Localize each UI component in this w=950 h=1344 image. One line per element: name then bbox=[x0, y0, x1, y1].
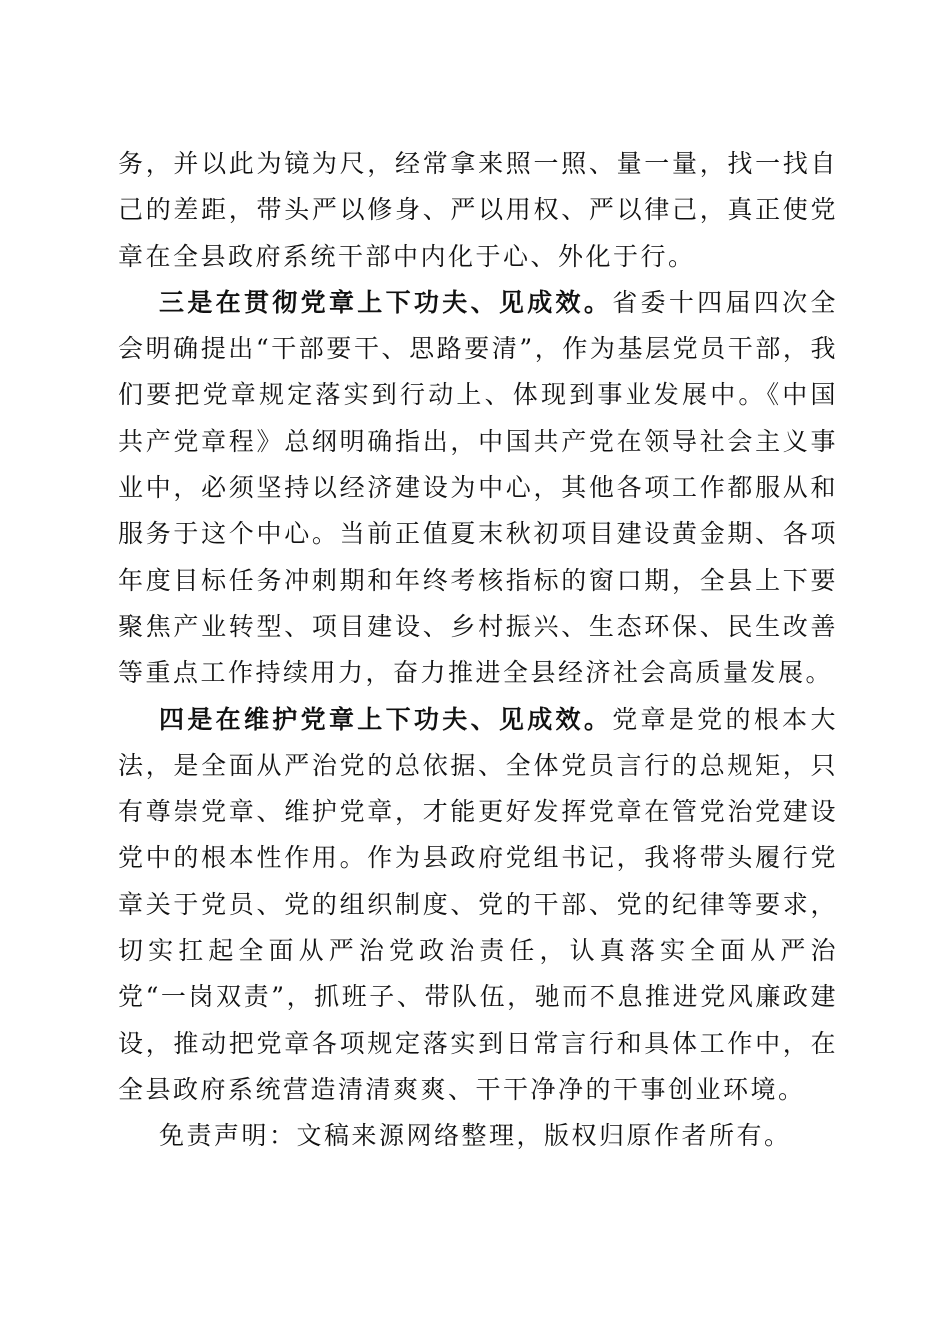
paragraph-continuation bbox=[118, 141, 838, 280]
paragraph-lead-heading: 三是在贯彻党章上下功夫、见成效。 bbox=[159, 287, 613, 317]
disclaimer-note: 免责声明：文稿来源网络整理，版权归原作者所有。 bbox=[159, 1121, 792, 1151]
paragraph-lead-heading: 四是在维护党章上下功夫、见成效。 bbox=[159, 704, 613, 734]
document-body bbox=[118, 141, 838, 1160]
paragraph-text: 省委十四届四次全会明确提出“干部要干、思路要清”，作为基层党员干部，我们要把党章规定落实到行动上、体现到事业发展中。《中国共产党章程》总纲明确指出，中国共产党在领导社会主义事业中，必须坚持以经济建设为中心，其他各项工作都服从和服务于这个中心。当前正值夏末秋初项目建设黄金期、各项年度目标任务冲刺期和年终考核指标的窗口期，全县上下要聚焦产业转型、项目建设、乡村振兴、生态环保、民生改善等重点工作持续用力，奋力推进全县经济社会高质量发展。 bbox=[118, 287, 838, 688]
paragraph-text: 党章是党的根本大法，是全面从严治党的总依据、全体党员言行的总规矩，只有尊崇党章、维护党章，才能更好发挥党章在管党治党建设党中的根本性作用。作为县政府党组书记，我将带头履行党章关于党员、党的组织制度、党的干部、党的纪律等要求，切实扛起全面从严治党政治责任，认真落实全面从严治党“一岗双责”，抓班子、带队伍，驰而不息推进党风廉政建设，推动把党章各项规定落实到日常言行和具体工作中，在全县政府系统营造清清爽爽、干干净净的干事创业环境。 bbox=[118, 704, 838, 1104]
paragraph-point-three bbox=[118, 280, 838, 697]
paragraph-point-four bbox=[118, 697, 838, 1114]
paragraph-text: 务，并以此为镜为尺，经常拿来照一照、量一量，找一找自己的差距，带头严以修身、严以用权、严以律己，真正使党章在全县政府系统干部中内化于心、外化于行。 bbox=[118, 149, 838, 271]
